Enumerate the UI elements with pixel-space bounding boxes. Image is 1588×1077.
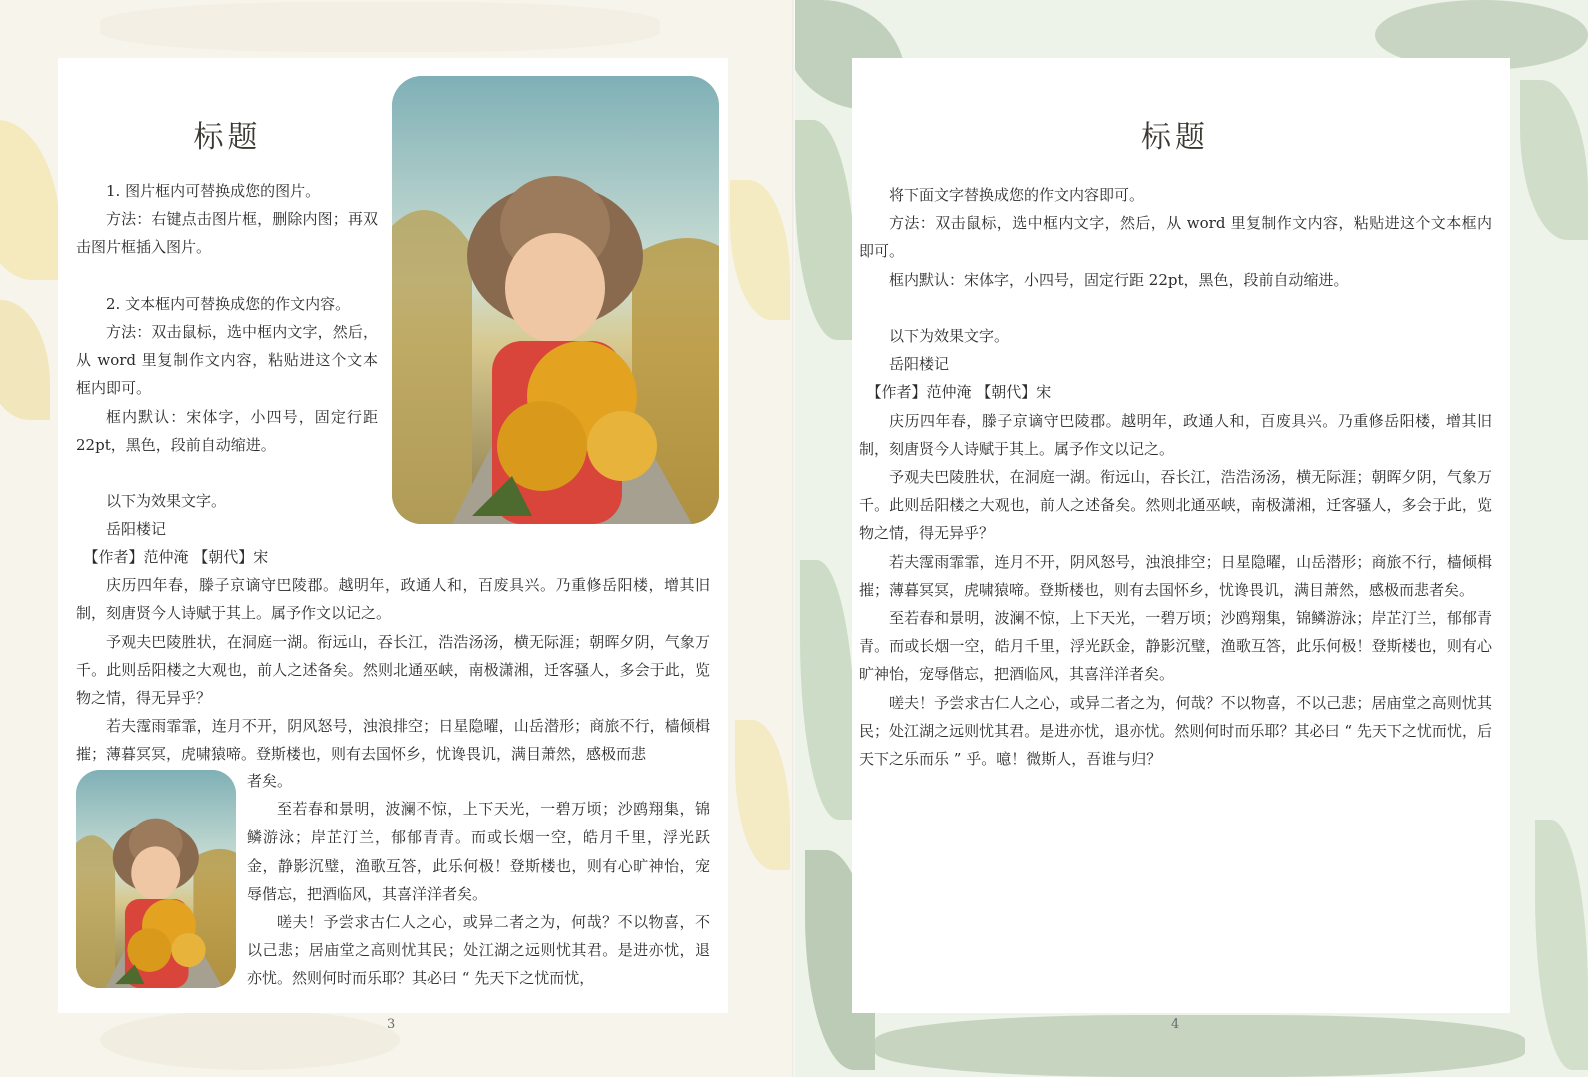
paragraph: 予观夫巴陵胜状，在洞庭一湖。衔远山，吞长江，浩浩汤汤，横无际涯；朝晖夕阴，气象万千。此则岳阳楼之大观也，前人之述备矣。然则北通巫峡，南极潇湘，迁客骚人，多会于此，览物之情，得无异乎？ [76, 632, 710, 708]
text-line: 2. 文本框内可替换成您的作文内容。 [106, 294, 351, 313]
article-text-wrapped [247, 767, 710, 993]
paragraph: 至若春和景明，波澜不惊，上下天光，一碧万顷；沙鸥翔集，锦鳞游泳；岸芷汀兰，郁郁青青。而或长烟一空，皓月千里，浮光跃金，静影沉璧，渔歌互答，此乐何极！登斯楼也，则有心旷神怡，宠辱偕忘，把酒临风，其喜洋洋者矣。 [247, 800, 710, 903]
author-line: 【作者】范仲淹 【朝代】宋 [866, 383, 1052, 402]
text-line: 以下为效果文字。 [106, 492, 227, 511]
page-title: 标题 [1141, 120, 1209, 155]
text-line: 方法：双击鼠标，选中框内文字，然后，从 word 里复制作文内容，粘贴进这个文本框内即可。 [859, 214, 1492, 261]
paragraph: 予观夫巴陵胜状，在洞庭一湖。衔远山，吞长江，浩浩汤汤，横无际涯；朝晖夕阴，气象万千。此则岳阳楼之大观也，前人之述备矣。然则北通巫峡，南极潇湘，迁客骚人，多会于此，览物之情，得无异乎？ [859, 468, 1492, 543]
text-line: 框内默认：宋体字，小四号，固定行距 22pt，黑色，段前自动缩进。 [76, 407, 378, 454]
text-line: 1. 图片框内可替换成您的图片。 [106, 182, 321, 200]
child-photo-image [76, 770, 236, 988]
paragraph: 庆历四年春，滕子京谪守巴陵郡。越明年，政通人和，百废具兴。乃重修岳阳楼，增其旧制，刻唐贤今人诗赋于其上。属予作文以记之。 [859, 411, 1492, 458]
page-number: 3 [387, 1017, 396, 1032]
paragraph: 嗟夫！予尝求古仁人之心，或异二者之为，何哉？不以物喜，不以己悲；居庙堂之高则忧其民；处江湖之远则忧其君。是进亦忧，退亦忧。然则何时而乐耶？其必曰 “ 先天下之忧而忧，后天下之乐而乐 ” 乎。噫！微斯人，吾谁与归？ [859, 693, 1492, 769]
text-line: 方法：右键点击图片框，删除内图；再双击图片框插入图片。 [76, 210, 378, 257]
intro-text-block [76, 177, 378, 544]
photo-frame-large[interactable] [392, 76, 719, 524]
author-line: 【作者】范仲淹 【朝代】宋 [83, 548, 269, 566]
text-line: 岳阳楼记 [106, 520, 167, 539]
page-right [795, 0, 1588, 1077]
paragraph: 若夫霪雨霏霏，连月不开，阴风怒号，浊浪排空；日星隐曜，山岳潜形；商旅不行，樯倾楫摧；薄暮冥冥，虎啸猿啼。登斯楼也，则有去国怀乡，忧谗畏讥，满目萧然，感极而悲 [76, 717, 710, 764]
text-line: 将下面文字替换成您的作文内容即可。 [889, 186, 1145, 204]
blank-line [859, 294, 1492, 322]
text-line: 以下为效果文字。 [889, 327, 1010, 345]
text-line: 方法：双击鼠标，选中框内文字，然后，从 word 里复制作文内容，粘贴进这个文本框内即可。 [76, 323, 378, 398]
blank-line [76, 459, 378, 487]
page-number: 4 [1171, 1017, 1180, 1032]
photo-frame-small[interactable] [76, 770, 236, 988]
paragraph: 庆历四年春，滕子京谪守巴陵郡。越明年，政通人和，百废具兴。乃重修岳阳楼，增其旧制，刻唐贤今人诗赋于其上。属予作文以记之。 [76, 576, 710, 623]
child-photo-image [392, 76, 719, 524]
blank-line [76, 262, 378, 290]
paragraph: 至若春和景明，波澜不惊，上下天光，一碧万顷；沙鸥翔集，锦鳞游泳；岸芷汀兰，郁郁青青。而或长烟一空，皓月千里，浮光跃金，静影沉璧，渔歌互答，此乐何极！登斯楼也，则有心旷神怡，宠辱偕忘，把酒临风，其喜洋洋者矣。 [859, 609, 1492, 684]
paragraph: 若夫霪雨霏霏，连月不开，阴风怒号，浊浪排空；日星隐曜，山岳潜形；商旅不行，樯倾楫摧；薄暮冥冥，虎啸猿啼。登斯楼也，则有去国怀乡，忧谗畏讥，满目萧然，感极而悲者矣。 [859, 552, 1492, 599]
article-text [859, 181, 1492, 773]
page-title: 标题 [193, 120, 262, 155]
text-line: 岳阳楼记 [889, 355, 950, 374]
text-line: 框内默认：宋体字，小四号，固定行距 22pt，黑色，段前自动缩进。 [889, 270, 1349, 289]
article-text-full-width [76, 543, 710, 769]
paragraph: 者矣。 [247, 772, 293, 790]
paragraph: 嗟夫！予尝求古仁人之心，或异二者之为，何哉？不以物喜，不以己悲；居庙堂之高则忧其民；处江湖之远则忧其君。是进亦忧，退亦忧。然则何时而乐耶？其必曰 “ 先天下之忧而忧， [247, 913, 710, 988]
